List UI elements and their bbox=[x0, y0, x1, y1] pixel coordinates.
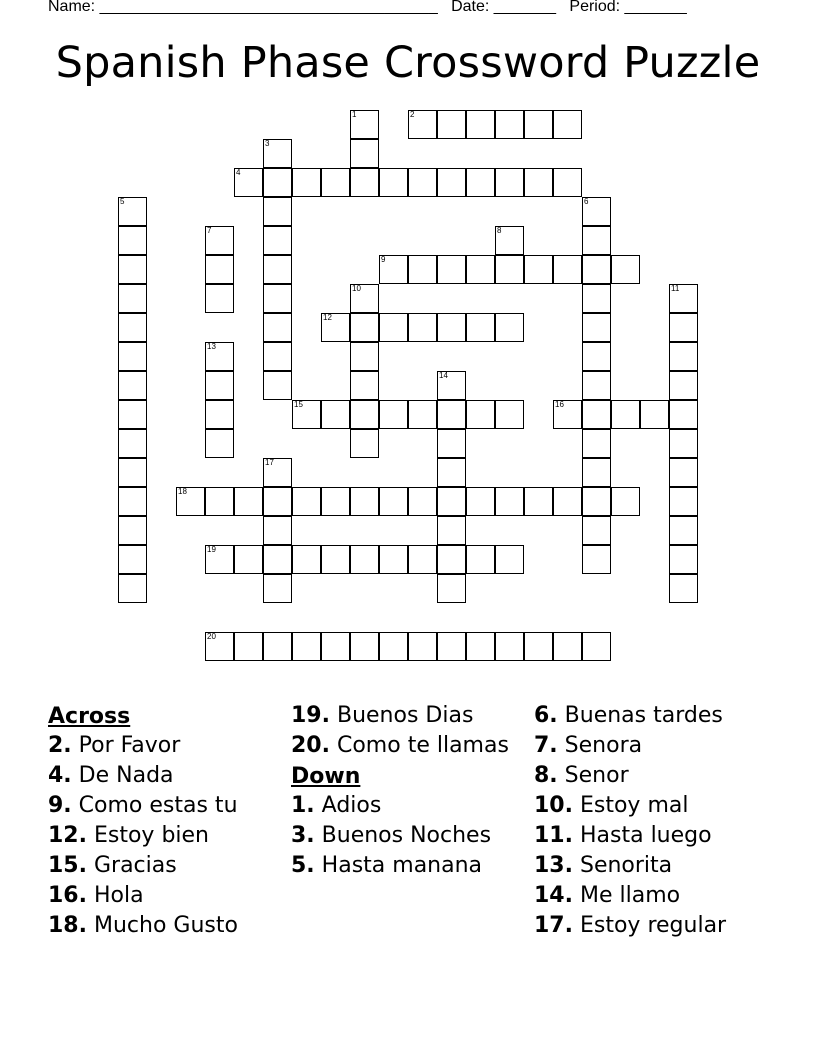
grid-cell[interactable] bbox=[408, 255, 437, 284]
grid-cell[interactable] bbox=[582, 371, 611, 400]
grid-cell[interactable] bbox=[379, 168, 408, 197]
grid-cell[interactable] bbox=[669, 487, 698, 516]
name-field-label: Name: ______________________________________ bbox=[48, 0, 438, 15]
grid-cell[interactable] bbox=[321, 400, 350, 429]
clue-across-18: 18. Mucho Gusto bbox=[48, 913, 238, 938]
period-field-label: Period: _______ bbox=[569, 0, 687, 15]
grid-cell[interactable] bbox=[263, 168, 292, 197]
grid-cell[interactable] bbox=[118, 226, 147, 255]
grid-cell[interactable] bbox=[263, 371, 292, 400]
grid-cell[interactable] bbox=[263, 632, 292, 661]
grid-cell[interactable] bbox=[524, 168, 553, 197]
grid-cell[interactable] bbox=[350, 487, 379, 516]
grid-cell[interactable] bbox=[205, 342, 234, 371]
grid-cell[interactable] bbox=[321, 168, 350, 197]
grid-cell[interactable] bbox=[524, 487, 553, 516]
grid-cell[interactable] bbox=[582, 632, 611, 661]
grid-cell[interactable] bbox=[350, 429, 379, 458]
cell-number: 9 bbox=[381, 255, 386, 264]
grid-cell[interactable] bbox=[582, 197, 611, 226]
grid-cell[interactable] bbox=[437, 487, 466, 516]
grid-cell[interactable] bbox=[350, 342, 379, 371]
grid-cell[interactable] bbox=[118, 545, 147, 574]
grid-cell[interactable] bbox=[437, 313, 466, 342]
grid-cell[interactable] bbox=[611, 487, 640, 516]
grid-cell[interactable] bbox=[118, 313, 147, 342]
grid-cell[interactable] bbox=[495, 313, 524, 342]
grid-cell[interactable] bbox=[263, 487, 292, 516]
grid-cell[interactable] bbox=[408, 313, 437, 342]
grid-cell[interactable] bbox=[669, 574, 698, 603]
clue-across-16: 16. Hola bbox=[48, 883, 144, 908]
grid-cell[interactable] bbox=[408, 110, 437, 139]
grid-cell[interactable] bbox=[582, 255, 611, 284]
clue-column-3 bbox=[534, 702, 774, 942]
grid-cell[interactable] bbox=[582, 342, 611, 371]
grid-cell[interactable] bbox=[205, 226, 234, 255]
grid-cell[interactable] bbox=[292, 545, 321, 574]
grid-cell[interactable] bbox=[350, 313, 379, 342]
grid-cell[interactable] bbox=[263, 516, 292, 545]
grid-cell[interactable] bbox=[234, 632, 263, 661]
grid-cell[interactable] bbox=[350, 110, 379, 139]
grid-cell[interactable] bbox=[118, 487, 147, 516]
cell-number: 19 bbox=[207, 545, 216, 554]
grid-cell[interactable] bbox=[379, 545, 408, 574]
cell-number: 18 bbox=[178, 487, 187, 496]
grid-cell[interactable] bbox=[118, 574, 147, 603]
grid-cell[interactable] bbox=[669, 545, 698, 574]
clue-down-1: 1. Adios bbox=[291, 793, 382, 818]
grid-cell[interactable] bbox=[437, 458, 466, 487]
grid-cell[interactable] bbox=[669, 516, 698, 545]
grid-cell[interactable] bbox=[669, 342, 698, 371]
grid-cell[interactable] bbox=[437, 516, 466, 545]
grid-cell[interactable] bbox=[495, 487, 524, 516]
grid-cell[interactable] bbox=[495, 545, 524, 574]
grid-cell[interactable] bbox=[118, 342, 147, 371]
grid-cell[interactable] bbox=[234, 168, 263, 197]
cell-number: 14 bbox=[439, 371, 448, 380]
cell-number: 3 bbox=[265, 139, 270, 148]
grid-cell[interactable] bbox=[495, 226, 524, 255]
grid-cell[interactable] bbox=[350, 632, 379, 661]
grid-cell[interactable] bbox=[118, 458, 147, 487]
grid-cell[interactable] bbox=[466, 313, 495, 342]
grid-cell[interactable] bbox=[118, 429, 147, 458]
grid-cell[interactable] bbox=[350, 168, 379, 197]
grid-cell[interactable] bbox=[437, 168, 466, 197]
grid-cell[interactable] bbox=[205, 545, 234, 574]
grid-cell[interactable] bbox=[263, 255, 292, 284]
grid-cell[interactable] bbox=[118, 197, 147, 226]
cell-number: 17 bbox=[265, 458, 274, 467]
grid-cell[interactable] bbox=[263, 313, 292, 342]
grid-cell[interactable] bbox=[495, 168, 524, 197]
cell-number: 10 bbox=[352, 284, 361, 293]
grid-cell[interactable] bbox=[350, 371, 379, 400]
grid-cell[interactable] bbox=[669, 429, 698, 458]
grid-cell[interactable] bbox=[118, 516, 147, 545]
grid-cell[interactable] bbox=[669, 371, 698, 400]
grid-cell[interactable] bbox=[292, 487, 321, 516]
grid-cell[interactable] bbox=[553, 110, 582, 139]
grid-cell[interactable] bbox=[466, 545, 495, 574]
grid-cell[interactable] bbox=[118, 255, 147, 284]
grid-cell[interactable] bbox=[553, 487, 582, 516]
grid-cell[interactable] bbox=[379, 313, 408, 342]
cell-number: 7 bbox=[207, 226, 212, 235]
clue-across-15: 15. Gracias bbox=[48, 853, 177, 878]
grid-cell[interactable] bbox=[582, 516, 611, 545]
grid-cell[interactable] bbox=[263, 574, 292, 603]
grid-cell[interactable] bbox=[263, 226, 292, 255]
grid-cell[interactable] bbox=[669, 284, 698, 313]
date-field-label: Date: _______ bbox=[451, 0, 557, 15]
down-heading: Down bbox=[291, 764, 361, 789]
grid-cell[interactable] bbox=[408, 168, 437, 197]
grid-cell[interactable] bbox=[553, 400, 582, 429]
clue-down-3: 3. Buenos Noches bbox=[291, 823, 492, 848]
clue-down-13: 13. Senorita bbox=[534, 853, 673, 878]
grid-cell[interactable] bbox=[379, 255, 408, 284]
grid-cell[interactable] bbox=[263, 545, 292, 574]
grid-cell[interactable] bbox=[553, 168, 582, 197]
grid-cell[interactable] bbox=[669, 400, 698, 429]
grid-cell[interactable] bbox=[495, 400, 524, 429]
grid-cell[interactable] bbox=[292, 632, 321, 661]
grid-cell[interactable] bbox=[437, 371, 466, 400]
grid-cell[interactable] bbox=[640, 400, 669, 429]
grid-cell[interactable] bbox=[466, 632, 495, 661]
grid-cell[interactable] bbox=[350, 139, 379, 168]
grid-cell[interactable] bbox=[205, 255, 234, 284]
grid-cell[interactable] bbox=[582, 313, 611, 342]
clue-across-12: 12. Estoy bien bbox=[48, 823, 210, 848]
grid-cell[interactable] bbox=[205, 429, 234, 458]
grid-cell[interactable] bbox=[437, 545, 466, 574]
grid-cell[interactable] bbox=[408, 487, 437, 516]
cell-number: 16 bbox=[555, 400, 564, 409]
grid-cell[interactable] bbox=[205, 284, 234, 313]
grid-cell[interactable] bbox=[466, 400, 495, 429]
cell-number: 6 bbox=[584, 197, 589, 206]
grid-cell[interactable] bbox=[669, 458, 698, 487]
cell-number: 8 bbox=[497, 226, 502, 235]
grid-cell[interactable] bbox=[495, 255, 524, 284]
clue-across-19: 19. Buenos Dias bbox=[291, 703, 474, 728]
page-title: Spanish Phase Crossword Puzzle bbox=[55, 38, 761, 88]
grid-cell[interactable] bbox=[408, 545, 437, 574]
cell-number: 11 bbox=[671, 284, 680, 293]
grid-cell[interactable] bbox=[553, 632, 582, 661]
clue-column-1 bbox=[48, 702, 288, 942]
clue-across-20: 20. Como te llamas bbox=[291, 733, 509, 758]
cell-number: 2 bbox=[410, 110, 415, 119]
grid-cell[interactable] bbox=[263, 139, 292, 168]
grid-cell[interactable] bbox=[379, 487, 408, 516]
grid-cell[interactable] bbox=[553, 255, 582, 284]
grid-cell[interactable] bbox=[611, 400, 640, 429]
grid-cell[interactable] bbox=[321, 632, 350, 661]
grid-cell[interactable] bbox=[466, 110, 495, 139]
grid-cell[interactable] bbox=[611, 255, 640, 284]
grid-cell[interactable] bbox=[234, 545, 263, 574]
clue-down-10: 10. Estoy mal bbox=[534, 793, 689, 818]
clue-down-8: 8. Senor bbox=[534, 763, 629, 788]
grid-cell[interactable] bbox=[263, 197, 292, 226]
grid-cell[interactable] bbox=[263, 284, 292, 313]
clue-across-2: 2. Por Favor bbox=[48, 733, 181, 758]
grid-cell[interactable] bbox=[437, 429, 466, 458]
cell-number: 5 bbox=[120, 197, 125, 206]
grid-cell[interactable] bbox=[437, 574, 466, 603]
clue-down-11: 11. Hasta luego bbox=[534, 823, 712, 848]
grid-cell[interactable] bbox=[437, 400, 466, 429]
cell-number: 12 bbox=[323, 313, 332, 322]
grid-cell[interactable] bbox=[176, 487, 205, 516]
grid-cell[interactable] bbox=[350, 400, 379, 429]
grid-cell[interactable] bbox=[582, 487, 611, 516]
grid-cell[interactable] bbox=[466, 255, 495, 284]
grid-cell[interactable] bbox=[118, 371, 147, 400]
grid-cell[interactable] bbox=[234, 487, 263, 516]
grid-cell[interactable] bbox=[582, 545, 611, 574]
grid-cell[interactable] bbox=[263, 458, 292, 487]
clue-down-5: 5. Hasta manana bbox=[291, 853, 483, 878]
cell-number: 4 bbox=[236, 168, 241, 177]
grid-cell[interactable] bbox=[350, 545, 379, 574]
clue-down-17: 17. Estoy regular bbox=[534, 913, 727, 938]
clue-down-7: 7. Senora bbox=[534, 733, 643, 758]
grid-cell[interactable] bbox=[205, 371, 234, 400]
cell-number: 15 bbox=[294, 400, 303, 409]
grid-cell[interactable] bbox=[524, 255, 553, 284]
grid-cell[interactable] bbox=[466, 168, 495, 197]
grid-cell[interactable] bbox=[321, 545, 350, 574]
cell-number: 13 bbox=[207, 342, 216, 351]
grid-cell[interactable] bbox=[437, 632, 466, 661]
across-heading: Across bbox=[48, 704, 131, 729]
cell-number: 20 bbox=[207, 632, 216, 641]
grid-cell[interactable] bbox=[524, 110, 553, 139]
grid-cell[interactable] bbox=[205, 400, 234, 429]
clue-down-14: 14. Me llamo bbox=[534, 883, 681, 908]
grid-cell[interactable] bbox=[292, 400, 321, 429]
grid-cell[interactable] bbox=[582, 226, 611, 255]
grid-cell[interactable] bbox=[321, 487, 350, 516]
grid-cell[interactable] bbox=[669, 313, 698, 342]
clue-down-6: 6. Buenas tardes bbox=[534, 703, 723, 728]
grid-cell[interactable] bbox=[582, 429, 611, 458]
clue-column-2 bbox=[291, 702, 531, 882]
grid-cell[interactable] bbox=[437, 110, 466, 139]
grid-cell[interactable] bbox=[263, 342, 292, 371]
grid-cell[interactable] bbox=[582, 284, 611, 313]
grid-cell[interactable] bbox=[466, 487, 495, 516]
grid-cell[interactable] bbox=[437, 255, 466, 284]
grid-cell[interactable] bbox=[350, 284, 379, 313]
grid-cell[interactable] bbox=[118, 400, 147, 429]
grid-cell[interactable] bbox=[379, 400, 408, 429]
clue-across-9: 9. Como estas tu bbox=[48, 793, 238, 818]
cell-number: 1 bbox=[352, 110, 357, 119]
grid-cell[interactable] bbox=[408, 400, 437, 429]
clue-across-4: 4. De Nada bbox=[48, 763, 174, 788]
grid-cell[interactable] bbox=[524, 632, 553, 661]
grid-cell[interactable] bbox=[292, 168, 321, 197]
grid-cell[interactable] bbox=[495, 110, 524, 139]
grid-cell[interactable] bbox=[321, 313, 350, 342]
grid-cell[interactable] bbox=[118, 284, 147, 313]
grid-cell[interactable] bbox=[205, 632, 234, 661]
grid-cell[interactable] bbox=[582, 400, 611, 429]
grid-cell[interactable] bbox=[495, 632, 524, 661]
grid-cell[interactable] bbox=[379, 632, 408, 661]
grid-cell[interactable] bbox=[582, 458, 611, 487]
grid-cell[interactable] bbox=[205, 487, 234, 516]
grid-cell[interactable] bbox=[408, 632, 437, 661]
